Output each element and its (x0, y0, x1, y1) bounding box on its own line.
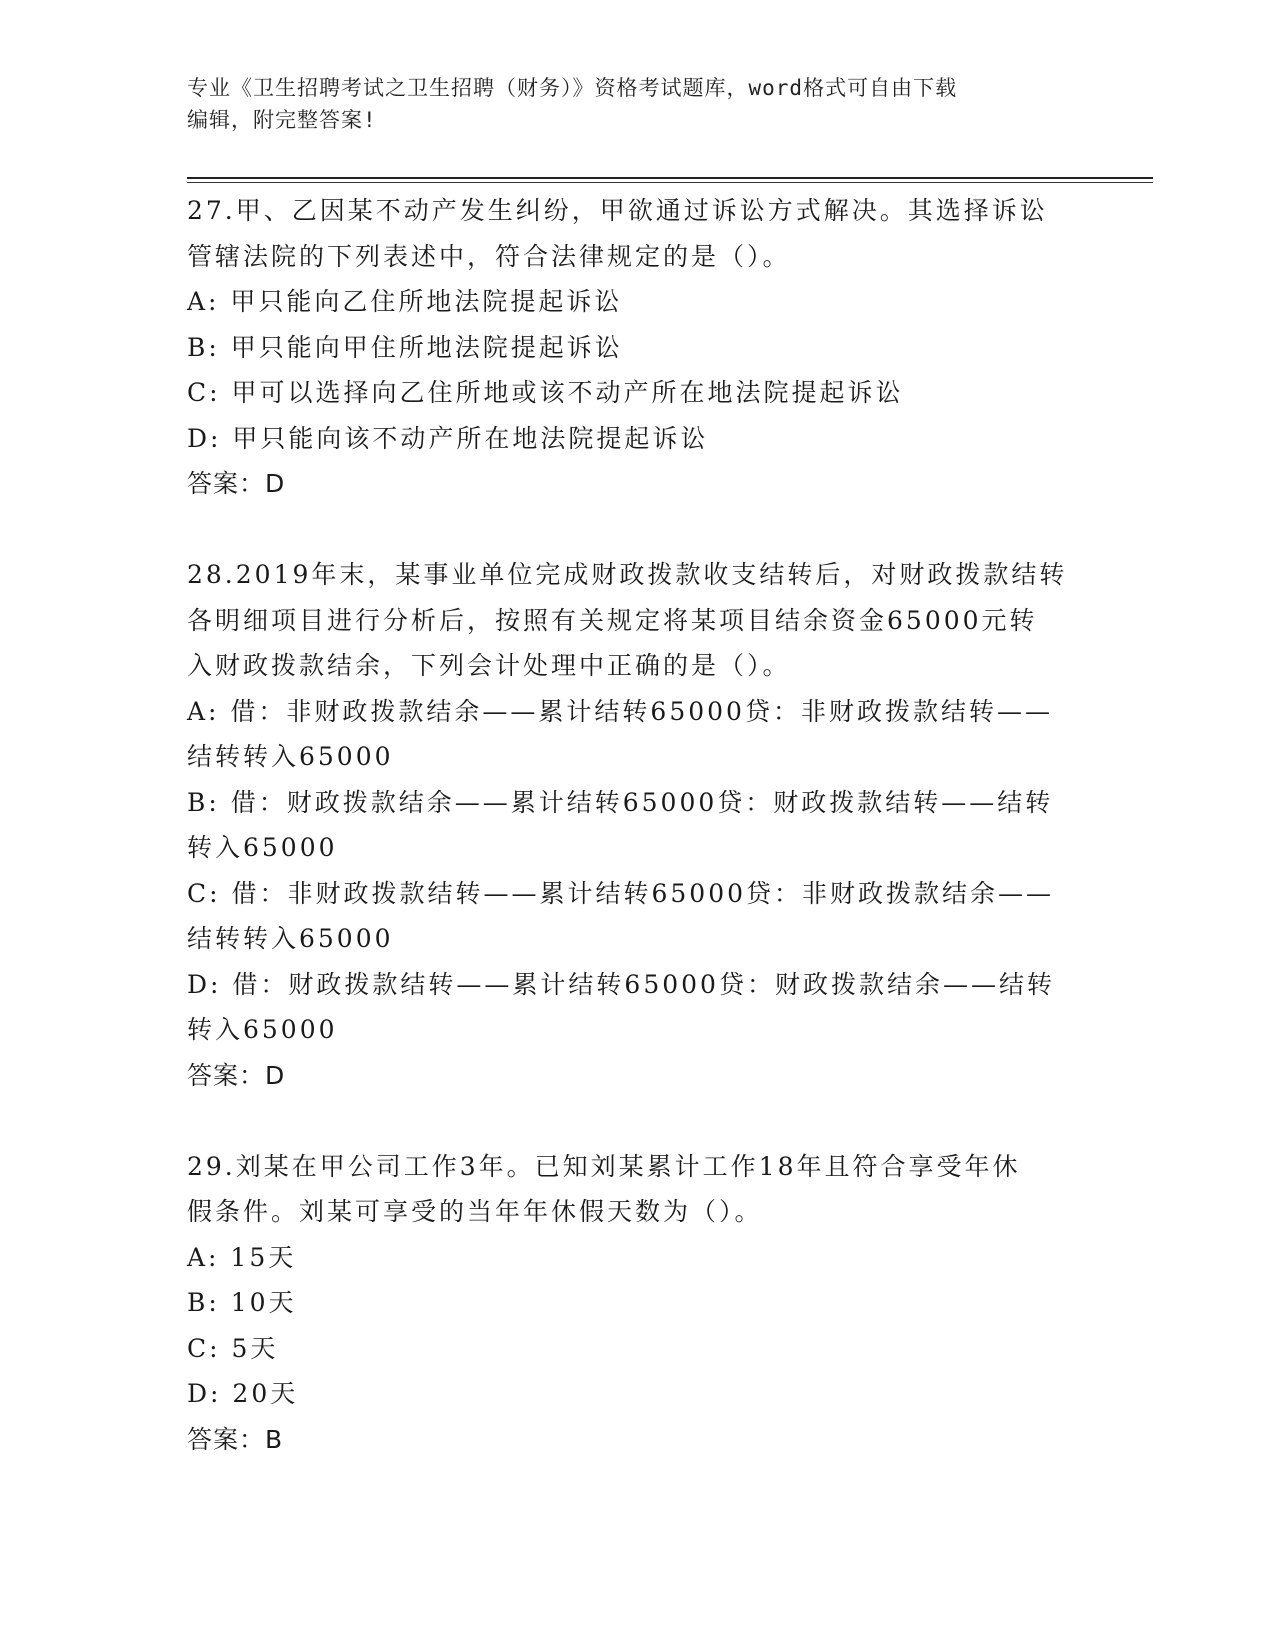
question-28-text-line-2: 各明细项目进行分析后，按照有关规定将某项目结余资金65000元转 (187, 605, 1038, 635)
question-29-option-d: D: 20天 (187, 1379, 299, 1408)
question-spacer (187, 507, 1087, 553)
question-29-answer: 答案：B (187, 1424, 284, 1454)
question-28-option-c-line-2: 结转转入65000 (187, 924, 394, 953)
header-line-2: 编辑，附完整答案! (187, 108, 377, 132)
question-28-option-a-line-1: A: 借：非财政拨款结余——累计结转65000贷：非财政拨款结转—— (187, 696, 1053, 726)
document-header (187, 72, 1087, 136)
question-29 (187, 1144, 1087, 1463)
question-28-answer: 答案：D (187, 1060, 286, 1090)
question-28-option-c-line-1: C: 借：非财政拨款结转——累计结转65000贷：非财政拨款结余—— (187, 878, 1055, 908)
question-27-text-line-2: 管辖法院的下列表述中，符合法律规定的是（）。 (187, 241, 791, 271)
question-29-option-b: B: 10天 (187, 1288, 297, 1317)
question-27-answer: 答案：D (187, 469, 286, 498)
question-27-text-line-1: 27.甲、乙因某不动产发生纠纷，甲欲通过诉讼方式解决。其选择诉讼 (187, 196, 1048, 225)
question-spacer (187, 1098, 1087, 1144)
question-29-text-line-2: 假条件。刘某可享受的当年年休假天数为（）。 (187, 1197, 763, 1226)
question-28-option-b-line-2: 转入65000 (187, 833, 338, 862)
question-27-option-c: C: 甲可以选择向乙住所地或该不动产所在地法院提起诉讼 (187, 378, 904, 407)
question-list (187, 188, 1087, 1462)
question-29-text-line-1: 29.刘某在甲公司工作3年。已知刘某累计工作18年且符合享受年休 (187, 1151, 1021, 1181)
header-line-1: 专业《卫生招聘考试之卫生招聘（财务）》资格考试题库，word格式可自由下载 (187, 76, 958, 100)
question-29-option-c: C: 5天 (187, 1333, 279, 1363)
question-28-option-a-line-2: 结转转入65000 (187, 742, 394, 771)
question-27-option-b: B: 甲只能向甲住所地法院提起诉讼 (187, 332, 623, 362)
header-divider-thin (187, 182, 1153, 183)
question-27-option-d: D: 甲只能向该不动产所在地法院提起诉讼 (187, 423, 709, 453)
question-28-option-d-line-2: 转入65000 (187, 1015, 338, 1044)
header-divider-thick (187, 177, 1153, 179)
question-28-option-b-line-1: B: 借：财政拨款结余——累计结转65000贷：财政拨款结转——结转 (187, 787, 1054, 817)
question-29-option-a: A: 15天 (187, 1242, 297, 1272)
question-28-text-line-3: 入财政拨款结余，下列会计处理中正确的是（）。 (187, 651, 791, 680)
question-27 (187, 188, 1087, 507)
question-28 (187, 552, 1087, 1098)
question-27-option-a: A: 甲只能向乙住所地法院提起诉讼 (187, 287, 623, 316)
question-28-text-line-1: 28.2019年末，某事业单位完成财政拨款收支结转后，对财政拨款结转 (187, 560, 1068, 589)
question-28-option-d-line-1: D: 借：财政拨款结转——累计结转65000贷：财政拨款结余——结转 (187, 969, 1055, 999)
